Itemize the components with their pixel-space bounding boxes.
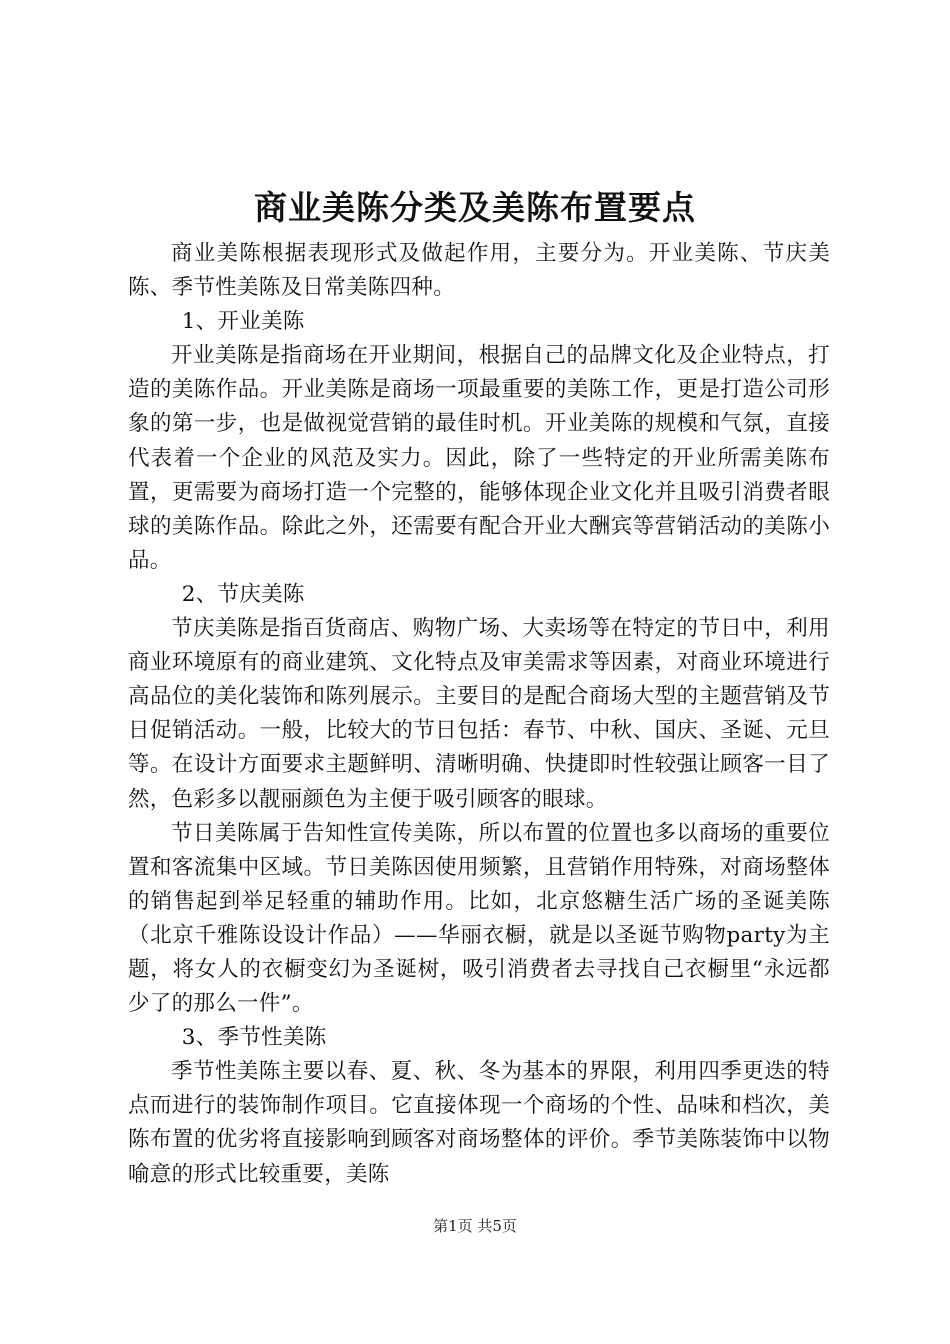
page-footer: 第1页 共5页 [433, 1217, 517, 1235]
festival-example-paragraph: 节日美陈属于告知性宣传美陈，所以布置的位置也多以商场的重要位置和客流集中区域。节日美陈因使用频繁，且营销作用特殊，对商场整体的销售起到举足轻重的辅助作用。比如，北京悠糖生活广场的圣诞美陈（北京千雅陈设设计作品）——华丽衣橱，就是以圣诞节购物party为主题，将女人的衣橱变幻为圣诞树，吸引消费者去寻找自己衣橱里“永远都少了的那么一件”。 [128, 820, 830, 1017]
document-title: 商业美陈分类及美陈布置要点 [254, 188, 696, 227]
intro-paragraph: 商业美陈根据表现形式及做起作用，主要分为。开业美陈、节庆美陈、季节性美陈及日常美陈四种。 [128, 241, 830, 301]
section-heading-opening: 1、开业美陈 [181, 309, 305, 335]
festival-paragraph: 节庆美陈是指百货商店、购物广场、大卖场等在特定的节日中，利用商业环境原有的商业建筑、文化特点及审美需求等因素，对商业环境进行高品位的美化装饰和陈列展示。主要目的是配合商场大型的主题营销及节日促销活动。一般，比较大的节日包括：春节、中秋、国庆、圣诞、元旦等。在设计方面要求主题鲜明、清晰明确、快捷即时性较强让顾客一目了然，色彩多以靓丽颜色为主便于吸引顾客的眼球。 [128, 616, 830, 812]
section-heading-festival: 2、节庆美陈 [181, 581, 305, 607]
seasonal-paragraph: 季节性美陈主要以春、夏、秋、冬为基本的界限，利用四季更迭的特点而进行的装饰制作项目。它直接体现一个商场的个性、品味和档次，美陈布置的优劣将直接影响到顾客对商场整体的评价。季节美陈装饰中以物喻意的形式比较重要，美陈 [128, 1059, 830, 1187]
section-heading-seasonal: 3、季节性美陈 [181, 1025, 327, 1051]
document-body [128, 237, 830, 1192]
opening-paragraph: 开业美陈是指商场在开业期间，根据自己的品牌文化及企业特点，打造的美陈作品。开业美陈是商场一项最重要的美陈工作，更是打造公司形象的第一步，也是做视觉营销的最佳时机。开业美陈的规模和气氛，直接代表着一个企业的风范及实力。因此，除了一些特定的开业所需美陈布置，更需要为商场打造一个完整的，能够体现企业文化并且吸引消费者眼球的美陈作品。除此之外，还需要有配合开业大酬宾等营销活动的美陈小品。 [128, 343, 830, 573]
